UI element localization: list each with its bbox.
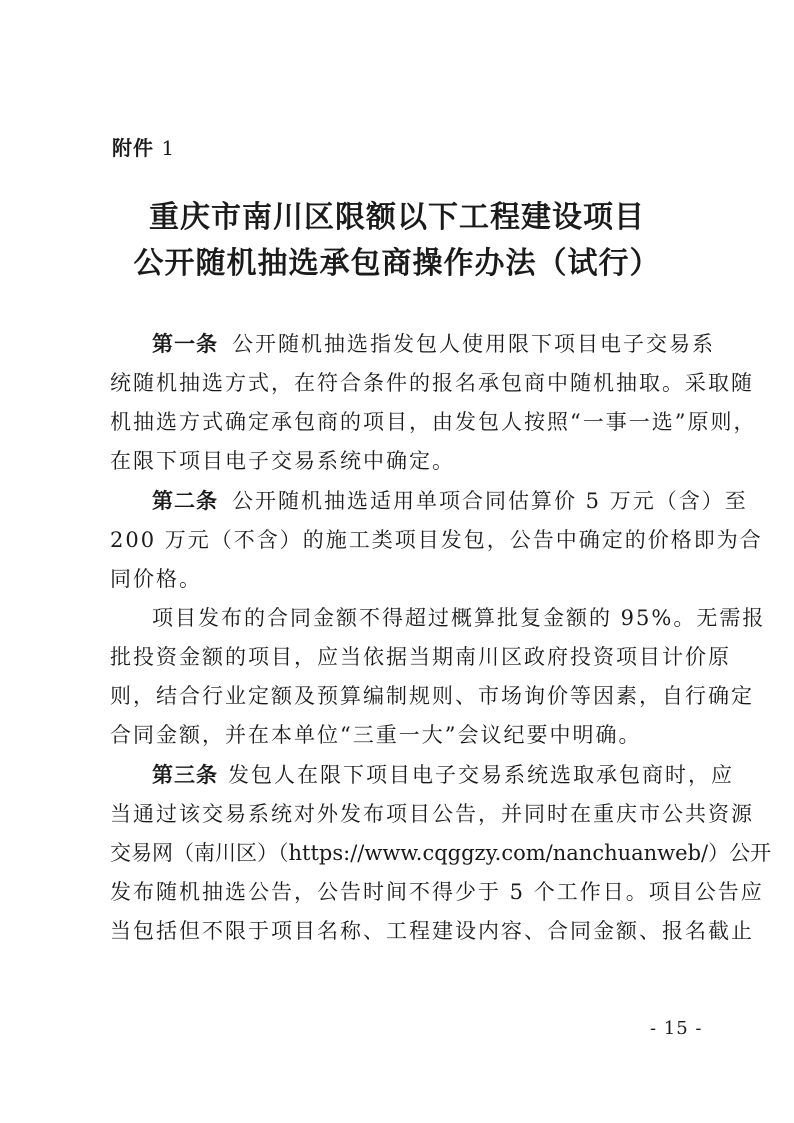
article2-line2: 200 万元（不含）的施工类项目发包，公告中确定的价格即为合: [110, 528, 763, 552]
attachment-word: 附件: [112, 136, 154, 160]
attachment-number: 1: [161, 136, 176, 160]
article1-line2: 统随机抽选方式，在符合条件的报名承包商中随机抽取。采取随: [110, 371, 754, 395]
article3-line3: 交易网（南川区）（https://www.cqggzy.com/nanchuanweb/）公开: [110, 841, 772, 865]
article3-line5: 当包括但不限于项目名称、工程建设内容、合同金额、报名截止: [110, 919, 754, 943]
document-title-line1: 重庆市南川区限额以下工程建设项目: [149, 200, 645, 235]
article2-heading: 第二条: [152, 489, 218, 513]
article3-line2: 当通过该交易系统对外发布项目公告，并同时在重庆市公共资源: [110, 802, 754, 826]
article3-line1: 第三条 发包人在限下项目电子交易系统选取承包商时，应: [152, 763, 734, 787]
attachment-label: [112, 132, 175, 161]
article2-para2-line4: 合同金额，并在本单位“三重一大”会议纪要中明确。: [110, 723, 642, 747]
article2-para2-line2: 批投资金额的项目，应当依据当期南川区政府投资项目计价原: [110, 645, 731, 669]
article2-para2-line3: 则，结合行业定额及预算编制规则、市场询价等因素，自行确定: [110, 684, 754, 708]
article1-line3: 机抽选方式确定承包商的项目，由发包人按照“一事一选”原则，: [110, 410, 757, 434]
article1-heading: 第一条: [152, 332, 218, 356]
page-number: - 15 -: [650, 1018, 703, 1039]
document-title-line2: 公开随机抽选承包商操作办法（试行）: [133, 246, 661, 281]
article3-line4: 发布随机抽选公告，公告时间不得少于 5 个工作日。项目公告应: [110, 880, 764, 904]
article1-line4: 在限下项目电子交易系统中确定。: [110, 449, 455, 473]
article2-line3: 同价格。: [110, 567, 202, 591]
article1-line1: 第一条 公开随机抽选指发包人使用限下项目电子交易系: [152, 332, 715, 356]
article2-line1: 第二条 公开随机抽选适用单项合同估算价 5 万元（含）至: [152, 489, 748, 513]
article3-heading: 第三条: [152, 763, 218, 787]
article2-para2-line1: 项目发布的合同金额不得超过概算批复金额的 95%。无需报: [152, 606, 766, 630]
